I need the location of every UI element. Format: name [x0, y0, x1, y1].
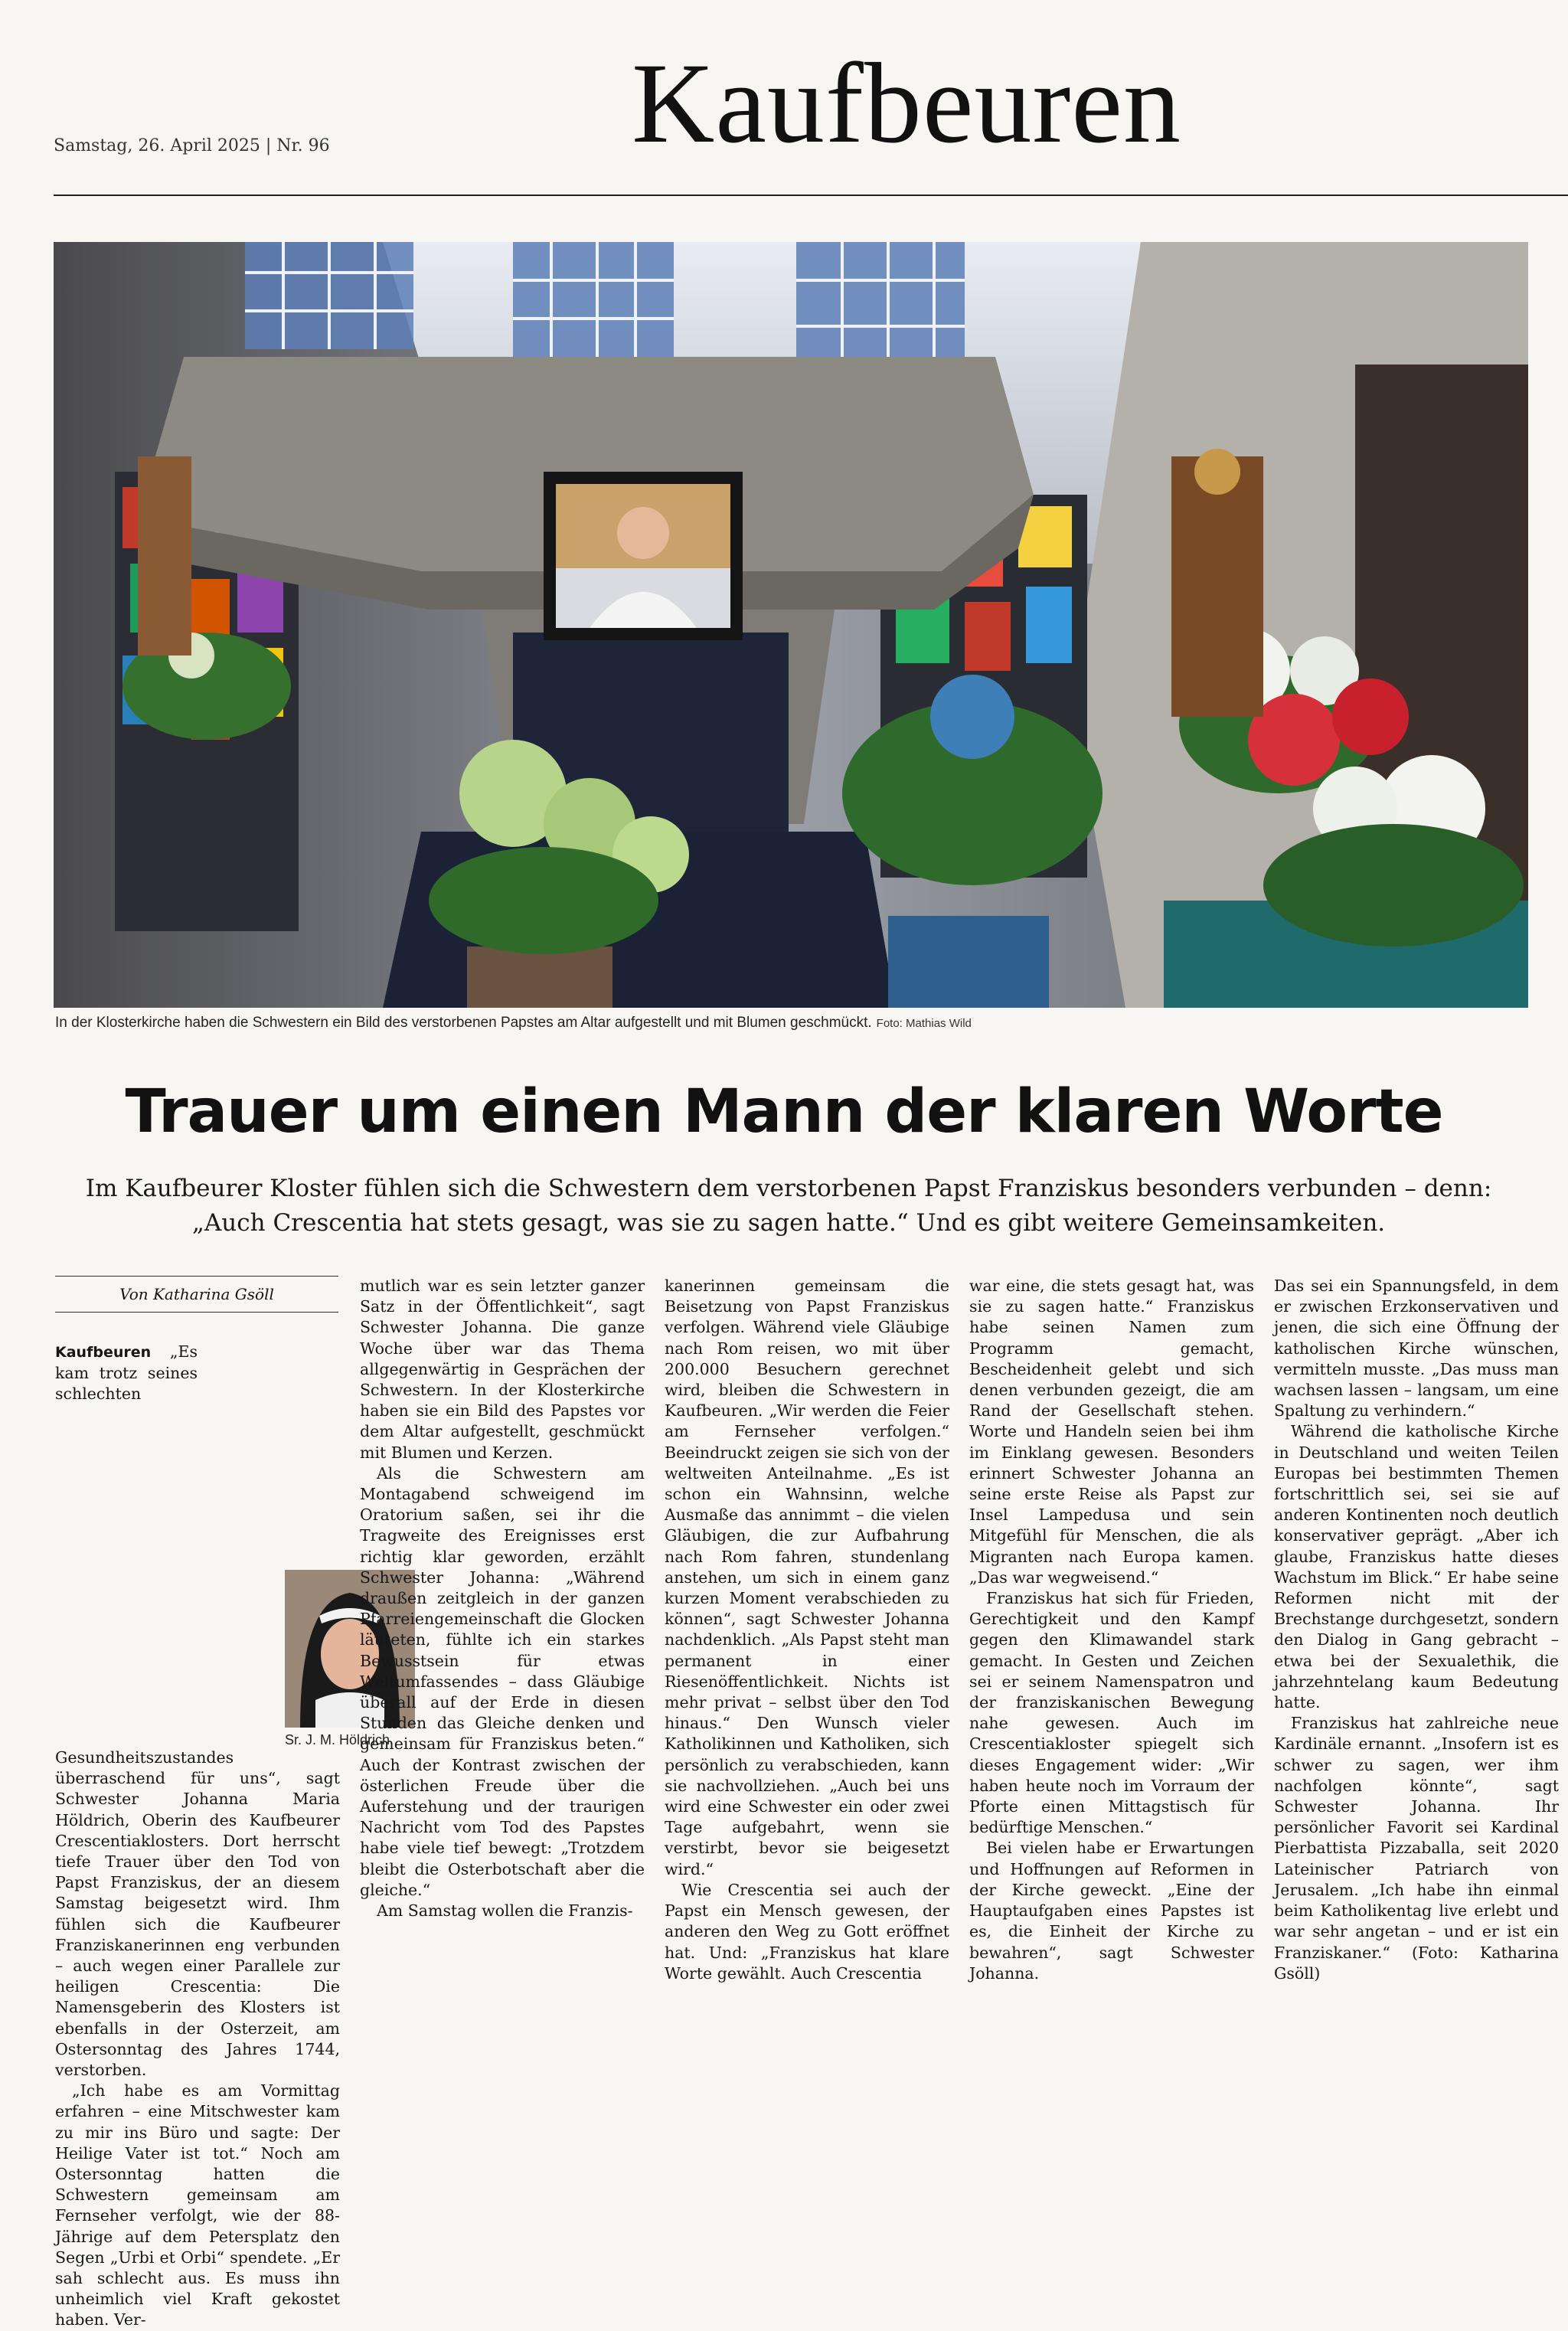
photo-caption — [55, 1015, 972, 1031]
subheadline: Im Kaufbeurer Kloster fühlen sich die Schwestern dem verstorbenen Papst Franziskus besonders verbunden – denn: „Auch Crescentia hat stets gesagt, was sie zu sagen hatte.“ Und es gibt weitere Gemeinsamkeiten. — [85, 1175, 1492, 1237]
church-photo — [54, 242, 1528, 1008]
paragraph: Am Samstag wollen die Franzis- — [377, 1901, 633, 1921]
portrait-caption: Sr. J. M. Höldrich — [285, 1732, 390, 1747]
paragraph: Bei vielen habe er Erwartungen und Hoffnungen auf Reformen in der Kirche geweckt. „Eine der Hauptaufgaben eines Papstes ist es, die Einheit der Kirche zu bewahren“, sagt Schwester Johanna. — [969, 1839, 1254, 1983]
article-column-3 — [665, 1276, 949, 1983]
paragraph: Das sei ein Spannungsfeld, in dem er zwischen Erzkonservativen und jenen, die sich eine Öffnung der katholischen Kirche wünschen, vermitteln musste. „Das muss man wachsen lassen – langsam, um eine Spaltung zu verhindern.“ — [1274, 1277, 1559, 1421]
paragraph: Wie Crescentia sei auch der Papst ein Mensch gewesen, der anderen den Weg zu Gott eröffnet hat. Und: „Franziskus hat klare Worte gewählt. Auch Crescentia — [665, 1880, 949, 1983]
paragraph: mutlich war es sein letzter ganzer Satz in der Öffentlichkeit“, sagt Schwester Johanna. Die ganze Woche über war das Thema allgegenwärtig in Gesprächen der Schwestern. In der Klosterkirche haben sie ein Bild des Papstes vor dem Altar aufgestellt, geschmückt mit Blumen und Kerzen. — [360, 1277, 645, 1462]
headline: Trauer um einen Mann der klaren Worte — [125, 1077, 1443, 1146]
church-altar-image — [54, 242, 1528, 1008]
article-column-5 — [1274, 1276, 1559, 1983]
photo-credit: Foto: Mathias Wild — [876, 1017, 972, 1030]
caption-text: In der Klosterkirche haben die Schwestern ein Bild des verstorbenen Papstes am Altar aufgestellt und mit Blumen geschmückt. — [55, 1015, 872, 1031]
paragraph: Franziskus hat zahlreiche neue Kardinäle ernannt. „Insofern ist es schwer zu sagen, wer ihm nachfolgen könnte“, sagt Schwester Johanna. Ihr persönlicher Favorit sei Kardinal Pierbattista Pizzaballa, seit 2020 Lateinischer Patriarch von Jerusalem. „Ich habe ihn einmal beim Katholikentag live erlebt und war sehr angetan – und er ist ein Franziskaner.“ (Foto: Katharina Gsöll) — [1274, 1714, 1559, 1983]
paragraph: Als die Schwestern am Montagabend schweigend im Oratorium saßen, sei ihr die Tragweite des Ereignisses erst richtig klar geworden, erzählt Schwester Johanna: „Während draußen zeitgleich in der ganzen Pfarreiengemeinschaft die Glocken läuteten, fühlte ich ein starkes Bewusstsein für etwas Weltumfassendes – dass Gläubige überall auf der Erde in diesen Stunden das Gleiche denken und gemeinsam für Franziskus beten.“ Auch der Kontrast zwischen der österlichen Freude über die Auferstehung und der traurigen Nachricht vom Tod des Papstes habe viele tief bewegt: „Trotzdem bleibt die Osterbotschaft aber die gleiche.“ — [360, 1463, 645, 1899]
masthead — [54, 31, 1568, 191]
byline: Von Katharina Gsöll — [55, 1276, 338, 1313]
paragraph-text: „Es kam trotz seines schlechten Gesundheitszustandes überraschend für uns“, sagt Schwester Johanna Maria Höldrich, Oberin des Kaufbeurer Crescentiaklosters. Dort herrscht tiefe Trauer über den Tod von Papst Franziskus, der an diesem Samstag beigesetzt wird. Ihm fühlen sich die Kaufbeurer Franziskanerinnen eng verbunden – auch wegen einer Parallele zur heiligen Crescentia: Die Namensgeberin des Klosters ist ebenfalls in der Osterzeit, am Ostersonntag des Jahres 1744, verstorben. — [55, 1342, 340, 2080]
paragraph: Franziskus hat sich für Frieden, Gerechtigkeit und den Kampf gegen den Klimawandel stark gemacht. In Gesten und Zeichen sei er seinem Namenspatron und der franziskanischen Bewegung nahe gewesen. Auch im Crescentiakloster spiegelt sich dieses Engagement wider: „Wir haben heute noch im Vorraum der Pforte einen Mittagstisch für bedürftige Menschen.“ — [969, 1589, 1254, 1837]
paragraph: kanerinnen gemeinsam die Beisetzung von Papst Franziskus verfolgen. Während viele Gläubige nach Rom reisen, wo mit über 200.000 Besuchern gerechnet wird, bleiben die Schwestern in Kaufbeuren. „Wir werden die Feier am Fernseher verfolgen.“ Beeindruckt zeigen sie sich von der weltweiten Anteilnahme. „Es ist schon ein Wahnsinn, welche Ausmaße das annimmt – die vielen Gläubigen, die zur Aufbahrung nach Rom fahren, stundenlang anstehen, um sich in einem ganz kurzen Moment verabschieden zu können“, sagt Schwester Johanna nachdenklich. „Als Papst steht man permanent in einer Riesenöffentlichkeit. Nichts ist mehr privat – selbst über den Tod hinaus.“ Den Wunsch vieler Katholikinnen und Katholiken, sich persönlich zu verabschieden, kann sie nachvollziehen. „Auch bei uns wird eine Schwester ein oder zwei Tage aufgebahrt, wenn sie verstirbt, bevor sie beigesetzt wird.“ — [665, 1277, 949, 1878]
paragraph: „Ich habe es am Vormittag erfahren – eine Mitschwester kam zu mir ins Büro und sagte: Der Heilige Vater ist tot.“ Noch am Ostersonntag hatten die Schwestern gemeinsam am Fernseher verfolgt, wie der 88-Jährige auf dem Petersplatz den Segen „Urbi et Orbi“ spendete. „Er sah schlecht aus. Es muss ihn unheimlich viel Kraft gekostet haben. Ver- — [55, 2081, 340, 2329]
paragraph: war eine, die stets gesagt hat, was sie zu sagen hatte.“ Franziskus habe seinen Namen zum Programm gemacht, Bescheidenheit gelebt und sich denen verbunden gezeigt, die am Rand der Gesellschaft stehen. Worte und Handeln seien bei ihm im Einklang gewesen. Besonders erinnert Schwester Johanna an seine erste Reise als Papst zur Insel Lampedusa und sein Mitgefühl für Menschen, die als Migranten nach Europa kamen. „Das war wegweisend.“ — [969, 1277, 1254, 1587]
lead-location: Kaufbeuren — [55, 1344, 152, 1361]
article-column-2 — [360, 1276, 645, 1965]
newspaper-title: Kaufbeuren — [632, 40, 1181, 167]
article-column-4 — [969, 1276, 1254, 1983]
dateline: Samstag, 26. April 2025 | Nr. 96 — [54, 136, 330, 155]
paragraph: Während die katholische Kirche in Deutschland und weiten Teilen Europas bei bestimmten Themen fortschrittlich sei, sei sie auf anderen Kontinenten noch deutlich konservativer geprägt. „Aber ich glaube, Franziskus hatte dieses Wachstum im Blick.“ Er habe seine Reformen nicht mit der Brechstange durchgesetzt, sondern den Dialog in Gang gebracht – etwa bei der Sexualethik, die jahrzehntelang kaum Bedeutung hatte. — [1274, 1422, 1559, 1712]
masthead-rule — [54, 195, 1568, 196]
